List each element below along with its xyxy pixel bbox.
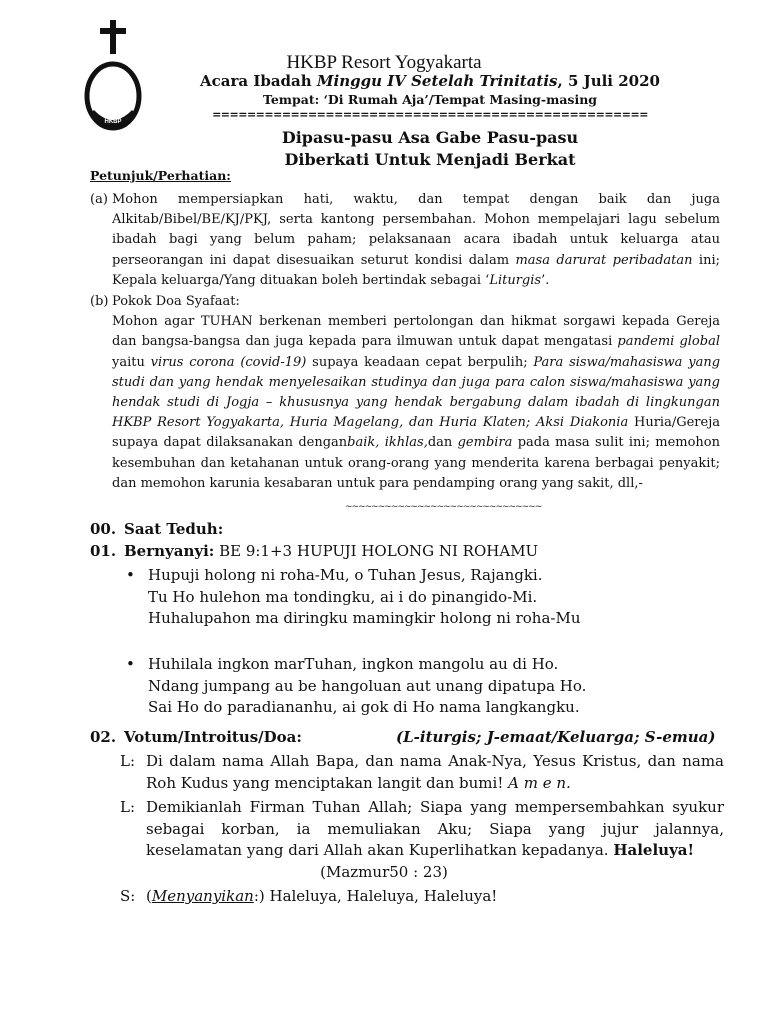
section-02: 02. Votum/Introitus/Doa: (L-iturgis; J-emaat/Keluarga; S-emua) bbox=[90, 728, 716, 746]
note-a: (a) Mohon mempersiapkan hati, waktu, dan tempat dengan baik dan juga Alkitab/Bibel/BE/KJ/PKJ, serta kantong persembahan. Mohon mempelajari lagu sebelum ibadah bagi yang belum paham; pelaksanaan acara ibadah untuk keluarga atau perseorangan ini dapat disesuaikan seturut kondisi dalam masa darurat peribadatan ini; Kepala keluarga/Yang dituakan boleh bertindak sebagai ‘Liturgis’. bbox=[90, 192, 721, 288]
liturgy-line-2: L: Demikianlah Firman Tuhan Allah; Siapa yang mempersembahkan syukur sebagai korban, ia memuliakan Aku; Siapa yang jujur jalannya, keselamatan yang dari Allah akan Kuperlihatkan kepadanya. Haleluya! bbox=[120, 798, 724, 859]
scripture-reference: (Mazmur50 : 23) bbox=[320, 863, 448, 881]
song-verse-1: • Hupuji holong ni roha-Mu, o Tuhan Jesus, Rajangki. Tu Ho hulehon ma tondingku, ai i do pinangido-Mi. Huhalupahon ma diringku mamingkir holong ni roha-Mu bbox=[126, 566, 581, 627]
note-b: (b) Pokok Doa Syafaat: Mohon agar TUHAN berkenan memberi pertolongan dan hikmat sorgawi kepada Gereja dan bangsa-bangsa dan juga kepada para ilmuwan untuk dapat mengatasi pandemi global yaitu virus corona (covid-19) supaya keadaan cepat berpulih; Para siswa/mahasiswa yang studi dan yang hendak menyelesaikan studinya dan juga para calon siswa/mahasiswa yang hendak studi di Jogja – khususnya yang hendak bergabung dalam ibadah di lingkungan HKBP Resort Yogyakarta, Huria Magelang, dan Huria Klaten; Aksi Diakonia Huria/Gereja supaya dapat dilaksanakan denganbaik, ikhlas,dan gembira pada masa sulit ini; memohon kesembuhan dan ketahanan untuk orang-orang yang menderita karena berbagai penyakit; dan memohon karunia kesabaran untuk para pendamping orang yang sakit, dll,- bbox=[90, 294, 721, 491]
theme-title: Dipasu-pasu Asa Gabe Pasu-pasu bbox=[281, 128, 579, 147]
logo-text: HKBP bbox=[104, 119, 122, 125]
song-verse-2: • Huhilala ingkon marTuhan, ingkon mangolu au di Ho. Ndang jumpang au be hangoluan aut unang dipatupa Ho. Sai Ho do paradiananhu, ai gok di Ho nama langkangku. bbox=[126, 655, 587, 716]
service-title: Acara Ibadah Minggu IV Setelah Trinitatis, 5 Juli 2020 bbox=[200, 72, 660, 90]
section-01: 01. Bernyanyi: BE 9:1+3 HUPUJI HOLONG NI ROHAMU bbox=[90, 542, 539, 560]
church-name: HKBP Resort Yogyakarta bbox=[286, 52, 482, 73]
header-divider: ================================================== bbox=[212, 108, 648, 121]
section-00: 00. Saat Teduh: bbox=[90, 520, 224, 538]
instructions-heading: Petunjuk/Perhatian: bbox=[90, 168, 231, 183]
section-separator: ~~~~~~~~~~~~~~~~~~~~~~~~~~~~~~ bbox=[345, 502, 542, 512]
liturgy-line-1: L: Di dalam nama Allah Bapa, dan nama Anak-Nya, Yesus Kristus, dan nama Roh Kudus yang menciptakan langit dan bumi! A m e n. bbox=[120, 752, 724, 792]
liturgy-line-3: S: (Menyanyikan:) Haleluya, Haleluya, Haleluya! bbox=[120, 887, 498, 905]
theme-subtitle: Diberkati Untuk Menjadi Berkat bbox=[284, 150, 576, 169]
service-place: Tempat: ‘Di Rumah Aja’/Tempat Masing-masing bbox=[262, 92, 598, 107]
